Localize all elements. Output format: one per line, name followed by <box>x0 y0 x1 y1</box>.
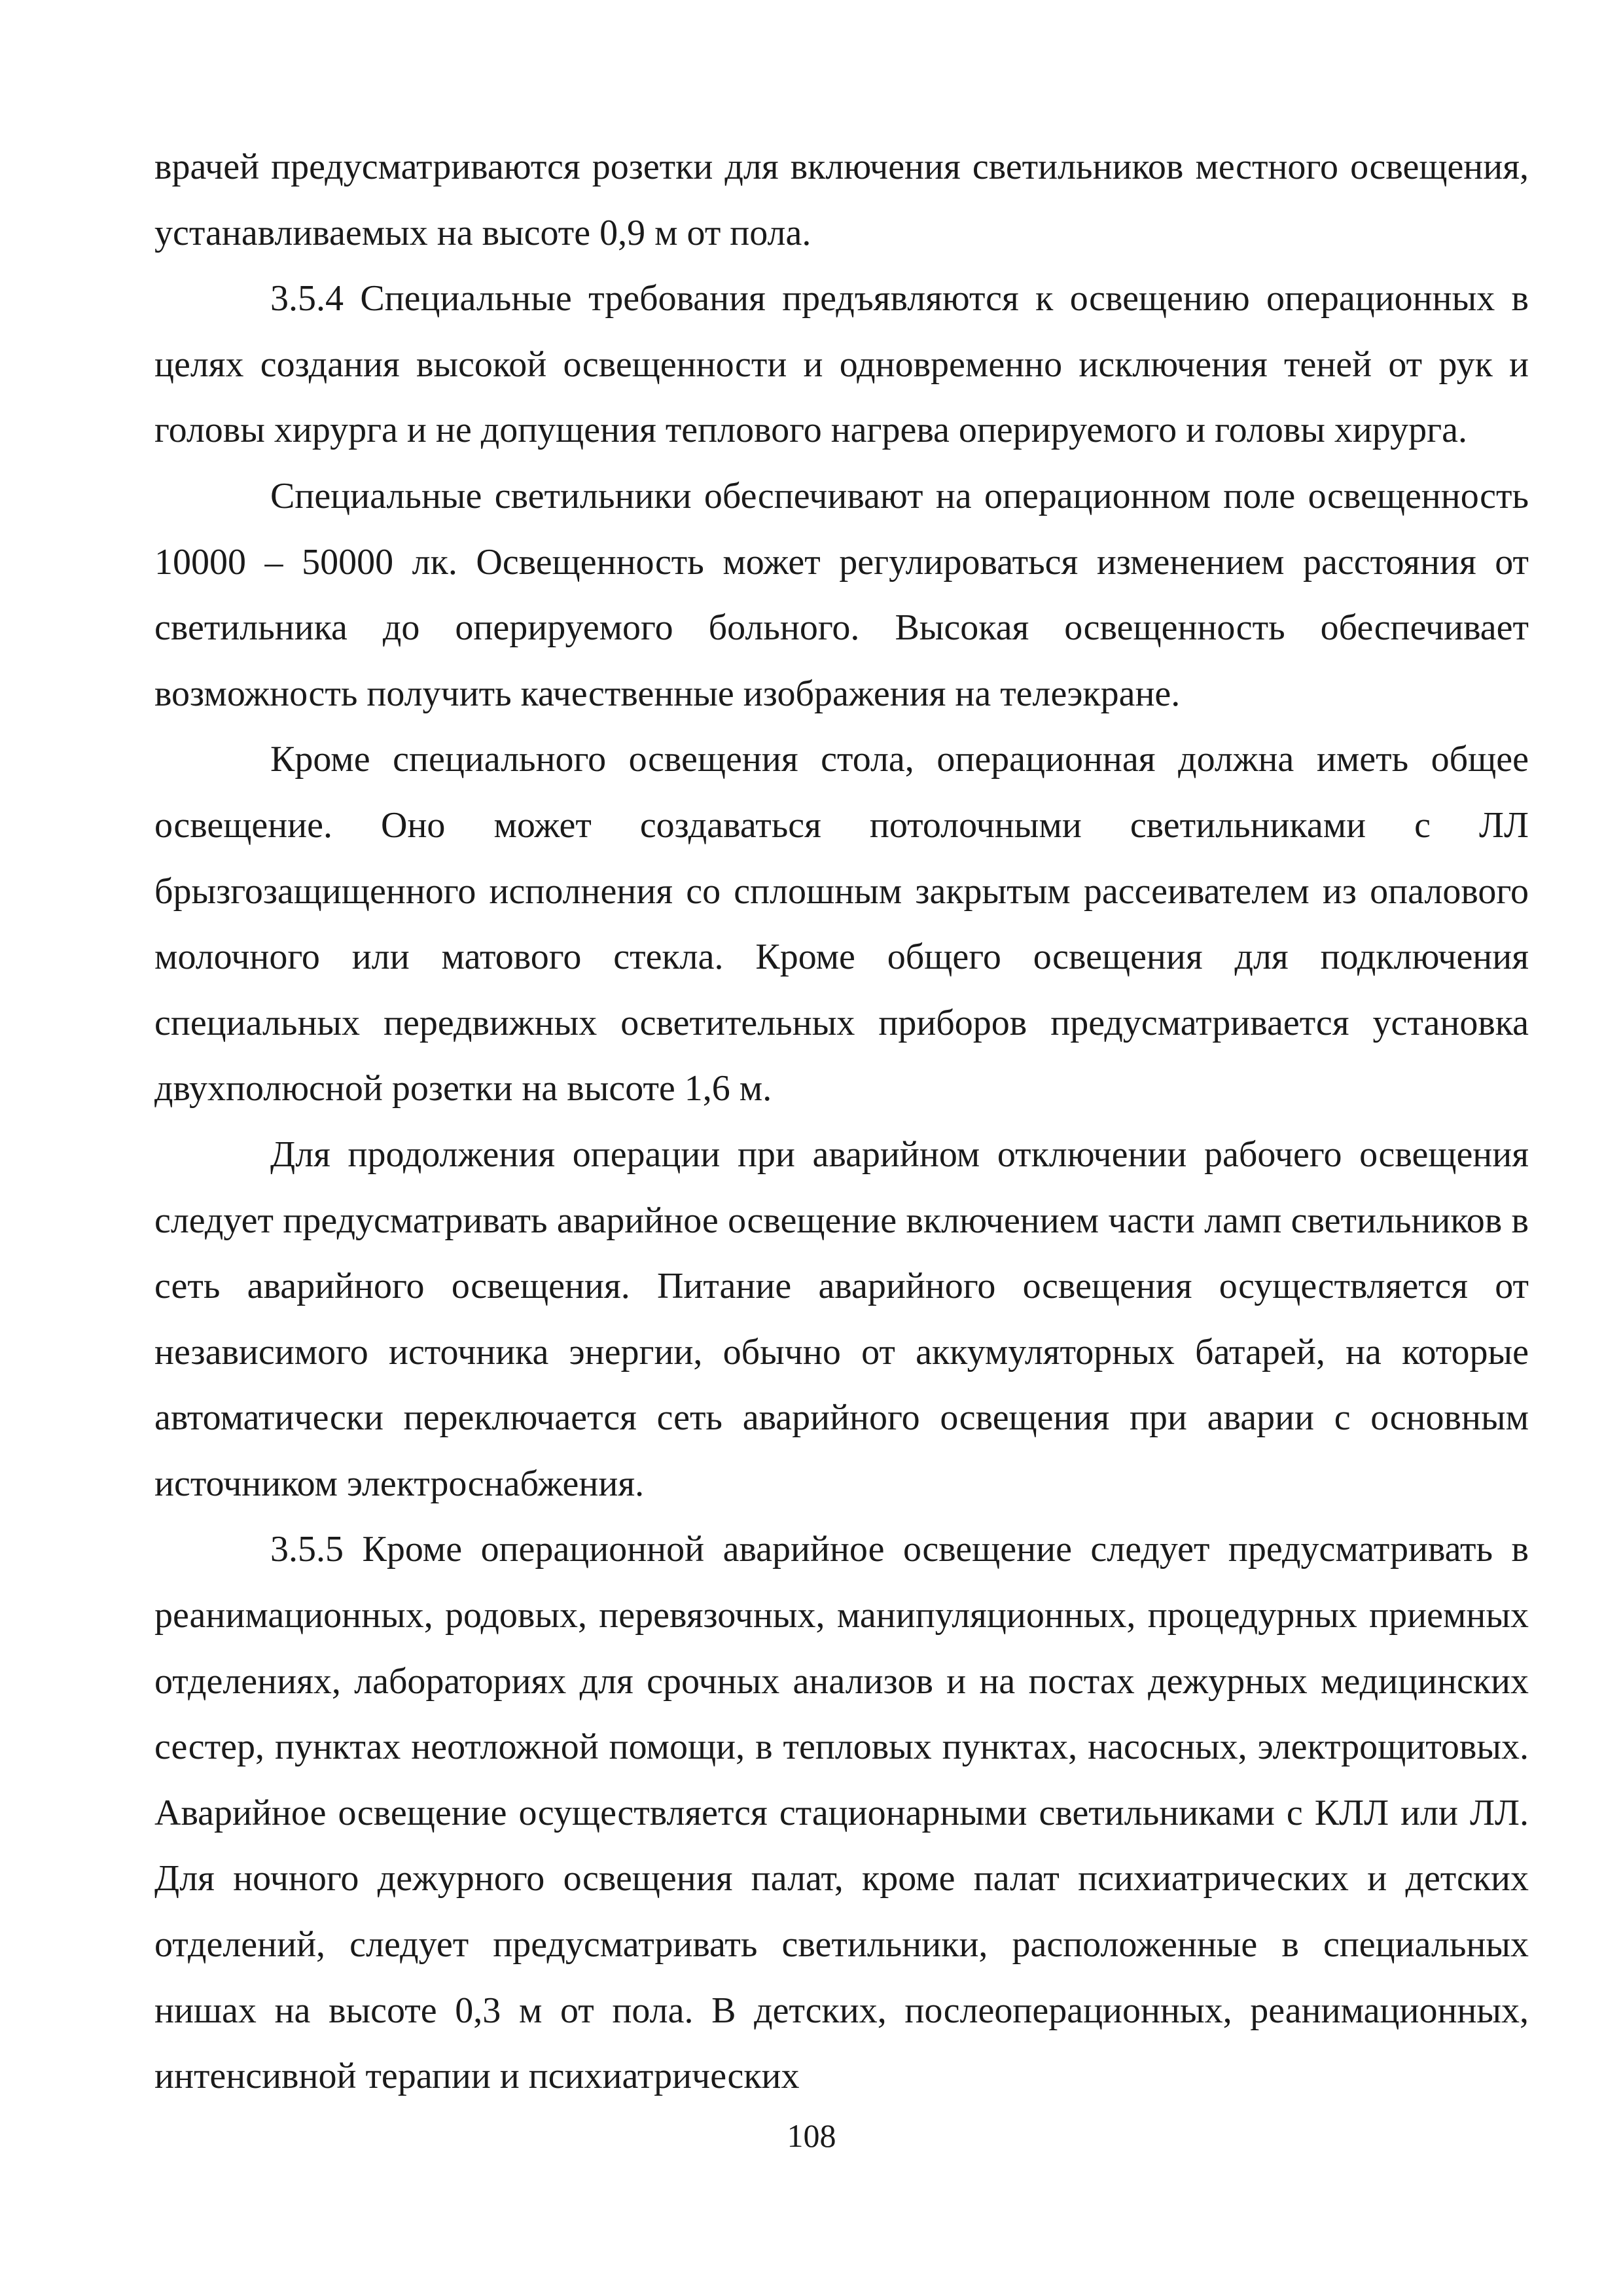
paragraph-3-5-4: 3.5.4 Специальные требования предъявляются к освещению операционных в целях создания высокой освещенности и одновременно исключения теней от рук и головы хирурга и не допущения теплового нагрева оперируемого и головы хирурга. <box>154 278 1529 451</box>
page-number: 108 <box>787 2117 836 2154</box>
paragraph-3-5-5: 3.5.5 Кроме операционной аварийное освещение следует предусматривать в реанимационных, родовых, перевязочных, манипуляционных, процедурных приемных отделениях, лабораториях для срочных анализов и на постах дежурных медицинских сестер, пунктах неотложной помощи, в тепловых пунктах, насосных, электрощитовых. Аварийное освещение осуществляется стационарными светильниками с КЛЛ или ЛЛ. Для ночного дежурного освещения палат, кроме палат психиатрических и детских отделений, следует предусматривать светильники, расположенные в специальных нишах на высоте 0,3 м от пола. В детских, послеоперационных, реанимационных, интенсивной терапии и психиатрических <box>154 1529 1529 2097</box>
paragraph-special-luminaires: Специальные светильники обеспечивают на операционном поле освещенность 10000 – 50000 лк. Освещенность может регулироваться изменением расстояния от светильника до оперируемого больного. Высокая освещенность обеспечивает возможность получить качественные изображения на телеэкране. <box>154 475 1529 714</box>
paragraph-emergency-lighting: Для продолжения операции при аварийном отключении рабочего освещения следует предусматривать аварийное освещение включением части ламп светильников в сеть аварийного освещения. Питание аварийного освещения осуществляется от независимого источника энергии, обычно от аккумуляторных батарей, на которые автоматически переключается сеть аварийного освещения при аварии с основным источником электроснабжения. <box>154 1134 1529 1504</box>
document-page <box>154 134 1529 2109</box>
paragraph-continuation: врачей предусматриваются розетки для включения светильников местного освещения, устанавливаемых на высоте 0,9 м от пола. <box>154 147 1529 253</box>
paragraph-general-lighting: Кроме специального освещения стола, операционная должна иметь общее освещение. Оно может создаваться потолочными светильниками с ЛЛ брызгозащищенного исполнения со сплошным закрытым рассеивателем из опалового молочного или матового стекла. Кроме общего освещения для подключения специальных передвижных осветительных приборов предусматривается установка двухполюсной розетки на высоте 1,6 м. <box>154 739 1529 1109</box>
